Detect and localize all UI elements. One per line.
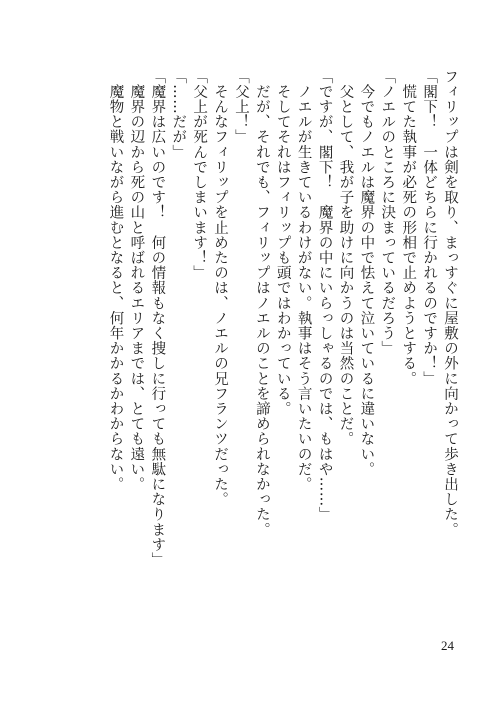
text-line: そしてそれはフィリップも頭ではわかっている。 (274, 69, 291, 417)
text-line: 魔物と戦いながら進むとなると、何年かかるかわからない。 (107, 69, 124, 492)
page-number: 24 (441, 638, 454, 653)
text-line: 魔界の辺から死の山と呼ばれるエリアまでは、とても遠い。 (128, 69, 145, 492)
text-line: 「父上！」 (232, 69, 249, 145)
text-line: 「ノエルのところに決まっているだろう」 (379, 69, 396, 356)
text-line: 「閣下！ 一体どちらに行かれるのですか！」 (421, 69, 438, 387)
text-line: 「父上が死んでしまいます！」 (191, 69, 208, 281)
text-line: 今でもノエルは魔界の中で怯えて泣いているに違いない。 (358, 69, 375, 477)
text-line: 「ですが、閣下！ 魔界の中にいらっしゃるのでは、もはや……」 (316, 69, 333, 522)
text-line: そんなフィリップを止めたのは、ノエルの兄フランツだった。 (212, 69, 229, 507)
text-line: 「魔界は広いのです！ 何の情報もなく捜しに行っても無駄になります」 (149, 69, 166, 568)
text-line: ノエルが生きているわけがない。執事はそう言いたいのだ。 (295, 69, 312, 492)
text-line: 慌てた執事が必死の形相で止めようとする。 (400, 69, 417, 387)
text-line: だが、それでも、フィリップはノエルのことを諦められなかった。 (253, 69, 270, 538)
text-line: 父として、我が子を助けに向かうのは当然のことだ。 (337, 69, 354, 447)
vertical-text-block (40, 69, 460, 568)
text-line: 「……だが」 (170, 69, 187, 160)
text-line: フィリップは剣を取り、まっすぐに屋敷の外に向かって歩き出した。 (442, 69, 458, 538)
